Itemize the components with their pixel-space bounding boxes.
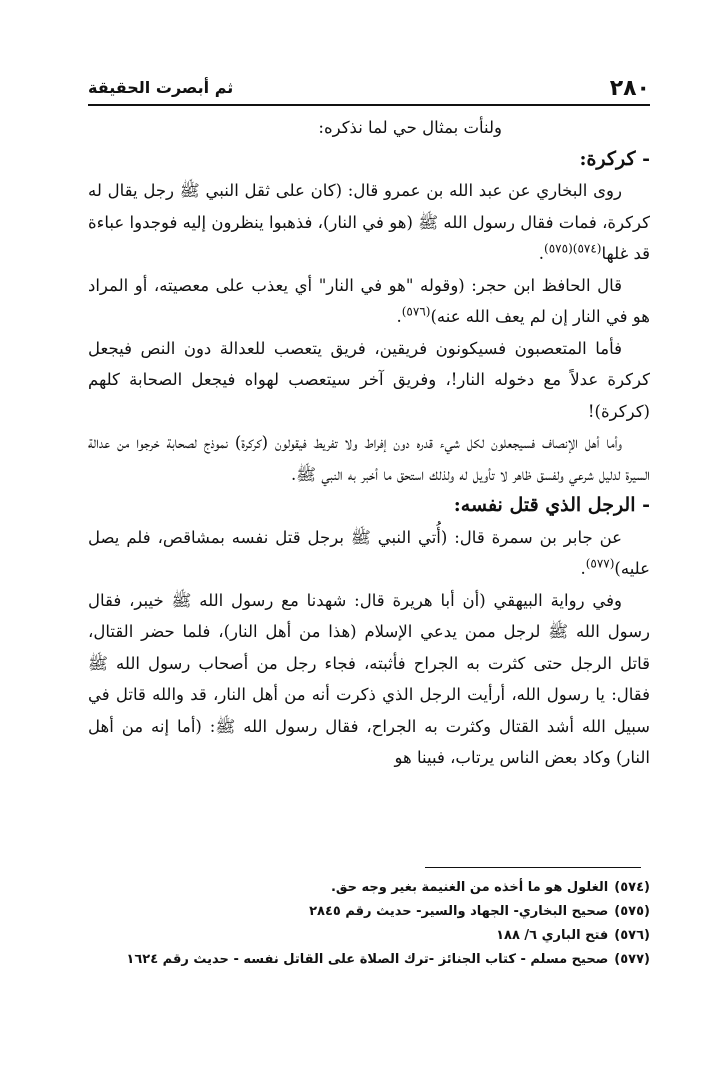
section-heading-suicide: - الرجل الذي قتل نفسه: — [453, 494, 650, 516]
paragraph-bukhari-narration: روى البخاري عن عبد الله بن عمرو قال: (كان على ثقل النبي ﷺ رجل يقال له كركرة، فمات فقال رسول الله ﷺ (هو في النار)، فذهبوا ينظرون إليه فوجدوا عباءة قد غلها$^{(٥٧٤)(٥٧٥)}$. — [88, 181, 650, 263]
footnote-divider — [425, 867, 641, 868]
footnote-number: (٥٧٧) — [614, 952, 650, 967]
footnote-item — [88, 924, 650, 948]
paragraph-text: قال الحافظ ابن حجر: (وقوله "هو في النار" أي يعذب على معصيته، أو المراد هو في النار إن لم يعف الله عنه) — [88, 275, 650, 326]
paragraph-jabir-narration: عن جابر بن سمرة قال: (أُتي النبي ﷺ برجل قتل نفسه بمشاقص، فلم يصل عليه)$^{(٥٧٧)}$. — [88, 527, 650, 578]
footnote-item — [88, 876, 650, 900]
page-number: ٢٨٠ — [609, 76, 650, 101]
footnote-text: صحيح البخاري- الجهاد والسير- حديث رقم ٢٨٤٥ — [309, 904, 609, 919]
footnote-text: صحيح مسلم - كتاب الجنائز -ترك الصلاة على القاتل نفسه - حديث رقم ١٦٢٤ — [126, 952, 609, 967]
paragraph-ibn-hajar: قال الحافظ ابن حجر: (وقوله "هو في النار" أي يعذب على معصيته، أو المراد هو في النار إن لم يعف الله عنه)$^{(٥٧٦)}$. — [88, 275, 650, 326]
main-text — [88, 112, 650, 774]
footnote-item — [88, 900, 650, 924]
paragraph-text: عن جابر بن سمرة قال: (أُتي النبي ﷺ برجل قتل نفسه بمشاقص، فلم يصل عليه) — [88, 527, 650, 578]
footnote-text: فتح الباري ٦/ ١٨٨ — [496, 928, 609, 943]
paragraph-bayhaqi-narration: وفي رواية البيهقي (أن أبا هريرة قال: شهدنا مع رسول الله ﷺ خيبر، فقال رسول الله ﷺ لرجل ممن يدعي الإسلام (هذا من أهل النار)، فلما حضر القتال، قاتل الرجل حتى كثرت به الجراح فأثبته، فجاء رجل من أصحاب رسول الله ﷺ فقال: يا رسول الله، أرأيت الرجل الذي ذكرت أنه من أهل النار، قد والله قاتل في سبيل الله أشد القتال وكثرت به الجراح، فقال رسول الله ﷺ: (أما إنه من أهل النار) وكاد بعض الناس يرتاب، فبينا هو — [88, 590, 650, 767]
page-header — [88, 74, 650, 106]
running-title: ثم أبصرت الحقيقة — [88, 78, 234, 97]
intro-line: ولنأت بمثال حي لما نذكره: — [318, 118, 502, 137]
footnote-ref: (٥٧٤)(٥٧٥) — [544, 241, 602, 256]
footnotes — [88, 876, 650, 972]
paragraph-fair-minded: وأما أهل الإنصاف فسيجعلون لكل شيء قدره دون إفراط ولا تفريط فيقولون (كركرة) نموذج لصحابة خرجوا من عدالة السيرة لدليل شرعي ولفسق ظاهر لا تأويل له ولذلك استحق ما أخبر به النبي ﷺ. — [88, 433, 650, 484]
footnote-ref: (٥٧٦) — [401, 304, 431, 319]
paragraph-partisans: فأما المتعصبون فسيكونون فريقين، فريق يتعصب للعدالة دون النص فيجعل كركرة عدلاً مع دخوله النار!، وفريق آخر سيتعصب لهواه فيجعل الصحابة كلهم (كركرة)! — [88, 338, 650, 421]
footnote-number: (٥٧٤) — [614, 880, 650, 895]
section-heading-karkara: - كركرة: — [579, 147, 650, 170]
footnote-text: الغلول هو ما أخذه من الغنيمة بغير وجه حق. — [330, 880, 609, 895]
footnote-ref: (٥٧٧) — [585, 556, 615, 571]
footnote-number: (٥٧٦) — [614, 928, 650, 943]
footnote-item — [88, 948, 650, 972]
footnote-number: (٥٧٥) — [614, 904, 650, 919]
paragraph-text: روى البخاري عن عبد الله بن عمرو قال: (كان على ثقل النبي ﷺ رجل يقال له كركرة، فمات فقال رسول الله ﷺ (هو في النار)، فذهبوا ينظرون إليه فوجدوا عباءة قد غلها — [88, 181, 650, 263]
